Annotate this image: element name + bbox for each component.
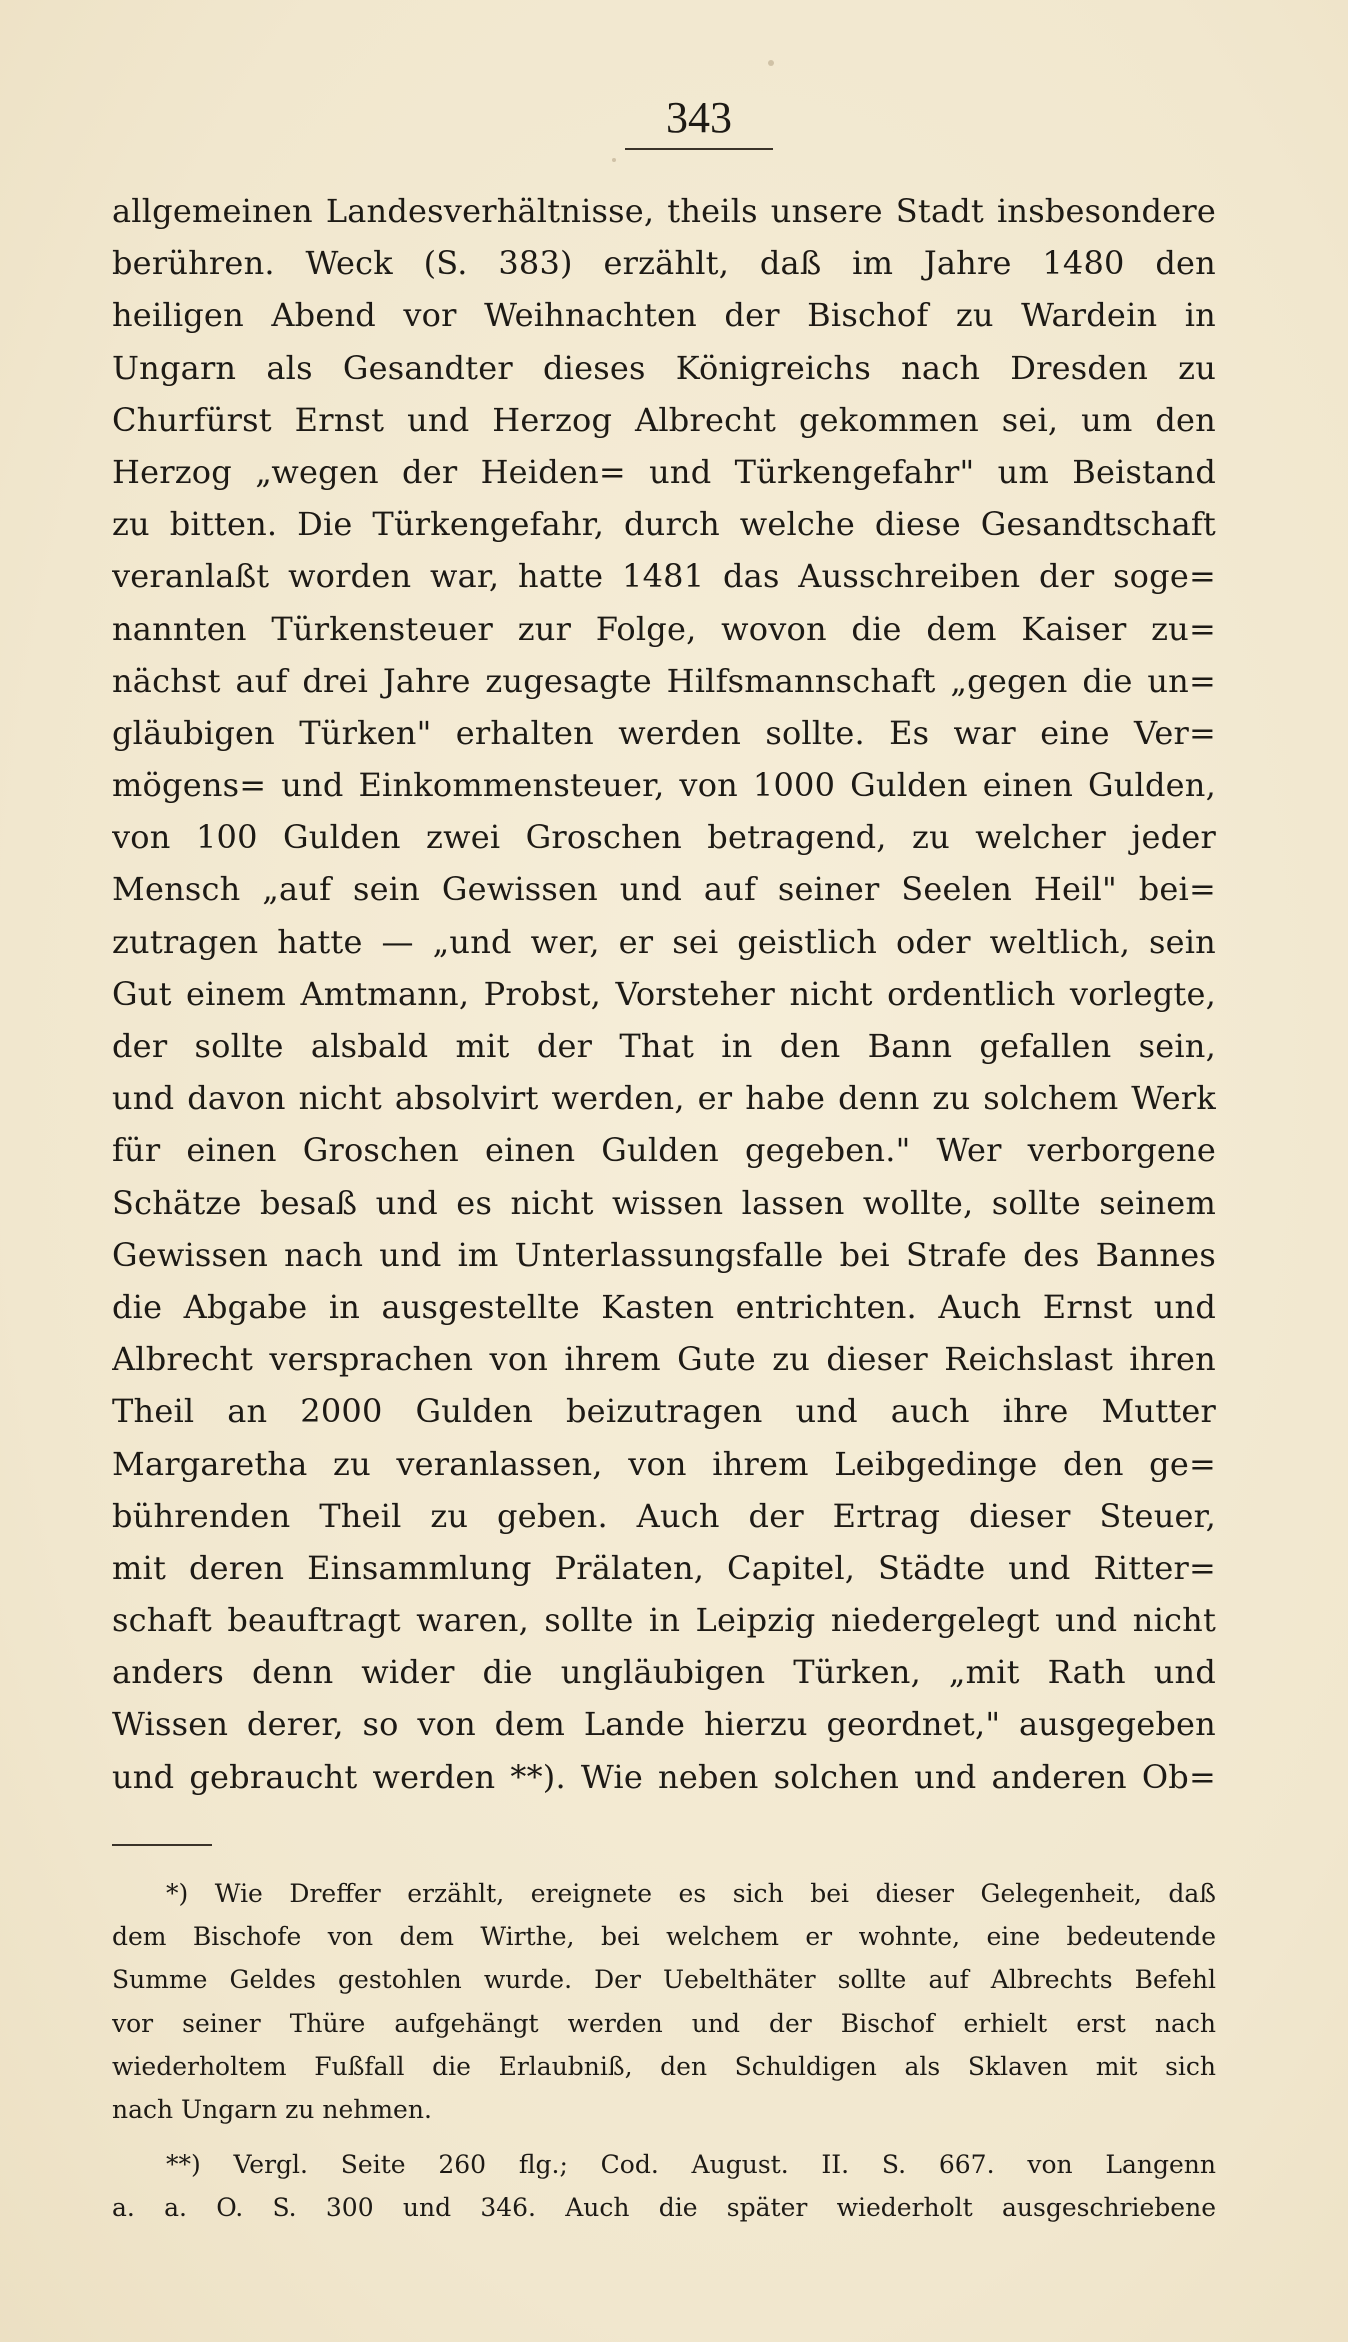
body-line: Schätze besaß und es nicht wissen lassen wollte, sollte seinem	[112, 1183, 1216, 1222]
footnote-line: a. a. O. S. 300 und 346. Auch die später wiederholt ausgeschriebene	[112, 2193, 1216, 2223]
footnote-gap	[112, 2131, 1216, 2143]
body-line: Gewissen nach und im Unterlassungsfalle bei Strafe des Bannes	[112, 1235, 1216, 1274]
body-text	[112, 185, 1216, 1803]
body-line: heiligen Abend vor Weihnachten der Bischof zu Wardein in	[112, 296, 1216, 335]
footnote-line: dem Bischofe von dem Wirthe, bei welchem er wohnte, eine bedeutende	[112, 1922, 1216, 1952]
body-line: Albrecht versprachen von ihrem Gute zu dieser Reichslast ihren	[112, 1340, 1216, 1379]
page-number-rule	[625, 148, 773, 150]
paper-speck	[768, 60, 774, 66]
footnote-line: Summe Geldes gestohlen wurde. Der Uebelthäter sollte auf Albrechts Befehl	[112, 1965, 1216, 1995]
body-line: Theil an 2000 Gulden beizutragen und auch ihre Mutter	[112, 1392, 1216, 1431]
body-line: Wissen derer, so von dem Lande hierzu geordnet," ausgegeben	[112, 1705, 1216, 1744]
body-line: die Abgabe in ausgestellte Kasten entrichten. Auch Ernst und	[112, 1287, 1216, 1326]
footnote-line: nach Ungarn zu nehmen.	[112, 2094, 432, 2124]
body-line: von 100 Gulden zwei Groschen betragend, zu welcher jeder	[112, 818, 1216, 857]
body-line: und davon nicht absolvirt werden, er habe denn zu solchem Werk	[112, 1079, 1216, 1118]
footnote-line: *) Wie Dreffer erzählt, ereignete es sich bei dieser Gelegenheit, daß	[166, 1879, 1216, 1908]
body-line: mögens= und Einkommensteuer, von 1000 Gulden einen Gulden,	[112, 766, 1216, 805]
page-number: 343	[666, 93, 732, 142]
body-line: Gut einem Amtmann, Probst, Vorsteher nicht ordentlich vorlegte,	[112, 974, 1216, 1013]
footnote-line: vor seiner Thüre aufgehängt werden und der Bischof erhielt erst nach	[112, 2008, 1216, 2038]
body-line: zu bitten. Die Türkengefahr, durch welche diese Gesandtschaft	[112, 505, 1216, 544]
body-line: nannten Türkensteuer zur Folge, wovon die dem Kaiser zu=	[112, 609, 1216, 648]
body-line: mit deren Einsammlung Prälaten, Capitel, Städte und Ritter=	[112, 1548, 1216, 1587]
body-line: Herzog „wegen der Heiden= und Türkengefahr" um Beistand	[112, 452, 1216, 491]
body-line: und gebraucht werden **). Wie neben solchen und anderen Ob=	[112, 1757, 1216, 1796]
body-line: gläubigen Türken" erhalten werden sollte. Es war eine Ver=	[112, 713, 1216, 752]
body-line: Mensch „auf sein Gewissen und auf seiner Seelen Heil" bei=	[112, 870, 1216, 909]
footnote-line: wiederholtem Fußfall die Erlaubniß, den Schuldigen als Sklaven mit sich	[112, 2051, 1216, 2081]
body-line: der sollte alsbald mit der That in den Bann gefallen sein,	[112, 1027, 1216, 1065]
body-line: nächst auf drei Jahre zugesagte Hilfsmannschaft „gegen die un=	[112, 661, 1216, 700]
body-line: berühren. Weck (S. 383) erzählt, daß im Jahre 1480 den	[112, 244, 1216, 283]
footnote	[112, 1872, 1216, 2131]
footnote-line: **) Vergl. Seite 260 flg.; Cod. August. II. S. 667. von Langenn	[166, 2150, 1216, 2180]
body-line: zutragen hatte — „und wer, er sei geistlich oder weltlich, sein	[112, 922, 1216, 961]
body-line: veranlaßt worden war, hatte 1481 das Ausschreiben der soge=	[112, 557, 1216, 596]
body-line: Churfürst Ernst und Herzog Albrecht gekommen sei, um den	[112, 400, 1216, 439]
body-line: Margaretha zu veranlassen, von ihrem Leibgedinge den ge=	[112, 1444, 1216, 1483]
paper-speck	[612, 158, 616, 162]
footnote	[112, 2143, 1216, 2229]
body-line: schaft beauftragt waren, sollte in Leipzig niedergelegt und nicht	[112, 1601, 1216, 1640]
body-line: bührenden Theil zu geben. Auch der Ertrag dieser Steuer,	[112, 1496, 1216, 1535]
body-line: für einen Groschen einen Gulden gegeben." Wer verborgene	[112, 1131, 1216, 1170]
body-line: anders denn wider die ungläubigen Türken, „mit Rath und	[112, 1653, 1216, 1692]
body-line: allgemeinen Landesverhältnisse, theils unsere Stadt insbesondere	[112, 192, 1216, 230]
footnote-rule	[112, 1844, 212, 1846]
body-line: Ungarn als Gesandter dieses Königreichs nach Dresden zu	[112, 348, 1216, 387]
footnotes	[112, 1872, 1216, 2230]
